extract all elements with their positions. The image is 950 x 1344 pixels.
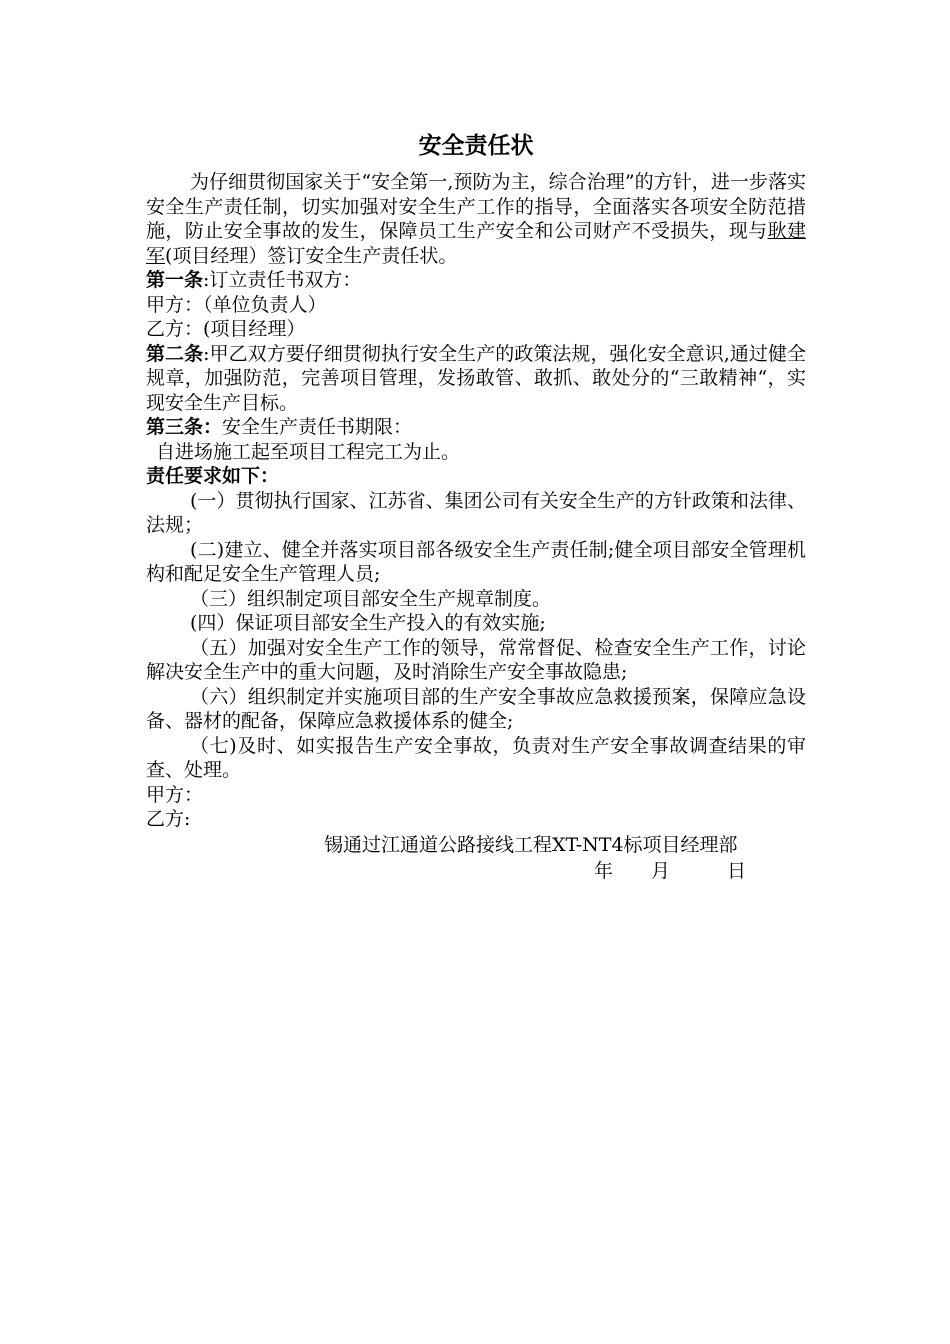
requirement-item-1: (一）贯彻执行国家、江苏省、集团公司有关安全生产的方针政策和法律、法规；: [146, 489, 806, 536]
article-2: [146, 342, 806, 416]
signature-party-b: 乙方:: [146, 808, 191, 830]
party-a-line: 甲方：（单位负责人）: [146, 293, 327, 316]
manager-name: 耿建军: [146, 220, 806, 267]
article-3-text: 安全生产责任书期限：: [222, 416, 413, 438]
requirement-item-7: （七)及时、如实报告生产安全事故，负责对生产安全事故调查结果的审查、处理。: [146, 734, 806, 781]
article-2-label: 第二条: [146, 342, 204, 365]
article-3: [146, 415, 806, 440]
party-b-line: 乙方：(项目经理）: [146, 318, 306, 340]
article-3-detail: 自进场施工起至项目工程完工为止。: [156, 440, 461, 463]
requirement-item-3: （三）组织制定项目部安全生产规章制度。: [190, 587, 552, 610]
intro-text-end: (项目经理）签订安全生产责任状。: [165, 244, 458, 267]
requirement-item-2: (二)建立、健全并落实项目部各级安全生产责任制;健全项目部安全管理机构和配足安全生产管理人员;: [146, 538, 806, 585]
intro-paragraph: [146, 170, 806, 268]
requirement-item-5: （五）加强对安全生产工作的领导，常常督促、检查安全生产工作，讨论解决安全生产中的重大问题，及时消除生产安全事故隐患;: [146, 636, 806, 683]
signing-organization: 锡通过江通道公路接线工程XT-NT4标项目经理部: [324, 833, 738, 856]
requirements-heading: 责任要求如下：: [146, 465, 280, 487]
article-1: [146, 268, 806, 293]
document-page: [146, 128, 806, 884]
requirement-item-6: （六）组织制定并实施项目部的生产安全事故应急救援预案，保障应急设备、器材的配备，保障应急救援体系的健全;: [146, 685, 806, 732]
requirement-item-4: (四）保证项目部安全生产投入的有效实施;: [190, 612, 546, 634]
article-1-label: 第一条: [146, 269, 204, 291]
intro-text: 为仔细贯彻国家关于“安全第一,预防为主，综合治理”的方针，进一步落实安全生产责任制，切实加强对安全生产工作的指导，全面落实各项安全防范措施，防止安全事故的发生，保障员工生产安全和公司财产不受损失，现与: [146, 171, 806, 242]
article-3-label: 第三条：: [146, 416, 223, 438]
article-2-text: :甲乙双方要仔细贯彻执行安全生产的政策法规，强化安全意识,通过健全规章，加强防范，完善项目管理，发扬敢管、敢抓、敢处分的“三敢精神“，实现安全生产目标。: [146, 342, 806, 414]
signature-party-a: 甲方：: [146, 783, 204, 806]
document-title: 安全责任状: [418, 133, 534, 159]
article-1-text: :订立责任书双方：: [203, 269, 362, 291]
signing-date: 年 月 日: [594, 859, 747, 882]
